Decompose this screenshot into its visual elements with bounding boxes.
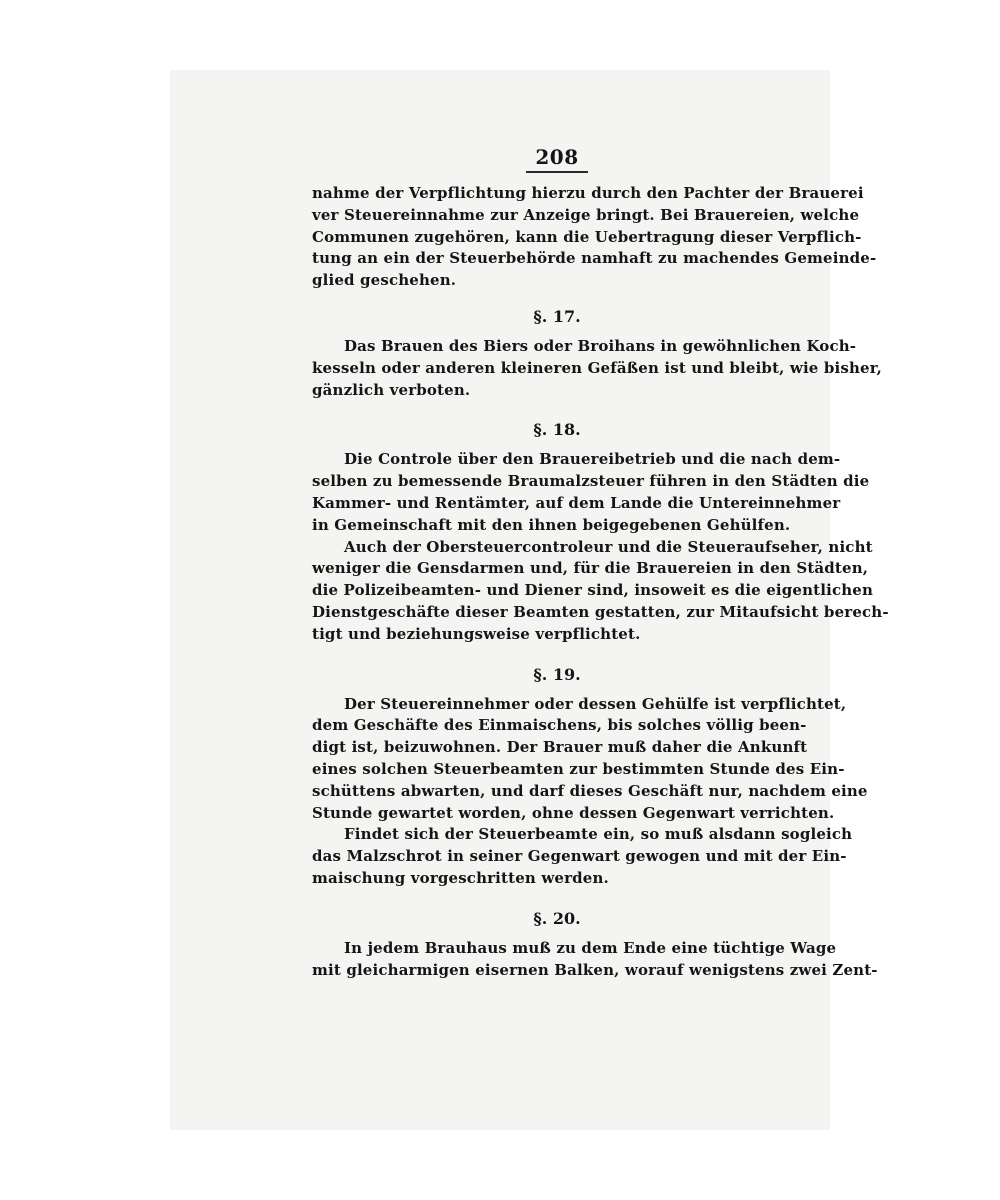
text-line: maischung vorgeschritten werden. — [312, 868, 609, 887]
section-paragraph — [312, 938, 878, 982]
text-line: In jedem Brauhaus muß zu dem Ende eine tüchtige Wage — [344, 938, 837, 957]
text-line: glied geschehen. — [312, 271, 457, 290]
text-line: das Malzschrot in seiner Gegenwart gewogen und mit der Ein- — [312, 847, 847, 866]
text-line: weniger die Gensdarmen und, für die Brauereien in den Städten, — [312, 559, 869, 578]
text-line: Auch der Obersteuercontroleur und die Steueraufseher, nicht — [344, 537, 873, 556]
section-heading: §. 17. — [533, 306, 581, 326]
text-line: tigt und beziehungsweise verpflichtet. — [312, 624, 641, 643]
text-line: in Gemeinschaft mit den ihnen beigegebenen Gehülfen. — [312, 515, 791, 534]
text-line: selben zu bemessende Braumalzsteuer führen in den Städten die — [312, 472, 870, 491]
section-paragraph — [312, 537, 889, 646]
section-heading: §. 20. — [533, 908, 581, 928]
page-number: 208 — [535, 145, 579, 169]
text-line: Kammer- und Rentämter, auf dem Lande die Untereinnehmer — [312, 493, 841, 512]
text-line: nahme der Verpflichtung hierzu durch den Pachter der Brauerei — [312, 184, 864, 202]
section-heading: §. 19. — [533, 664, 581, 684]
text-line: kesseln oder anderen kleineren Gefäßen ist und bleibt, wie bisher, — [312, 358, 883, 377]
section-paragraph — [312, 336, 883, 401]
page-number-rule — [526, 171, 588, 173]
text-line: dem Geschäfte des Einmaischens, bis solches völlig been- — [312, 716, 807, 735]
text-line: Communen zugehören, kann die Uebertragung dieser Verpflich- — [312, 227, 862, 246]
text-line: ver Steuereinnahme zur Anzeige bringt. Bei Brauereien, welche — [312, 205, 860, 224]
text-line: gänzlich verboten. — [312, 380, 471, 399]
section-paragraph — [312, 449, 870, 536]
text-line: Dienstgeschäfte dieser Beamten gestatten, zur Mitaufsicht berech- — [312, 602, 889, 621]
text-line: eines solchen Steuerbeamten zur bestimmten Stunde des Ein- — [312, 759, 845, 778]
section-paragraph — [312, 694, 868, 825]
text-line: Die Controle über den Brauereibetrieb und die nach dem- — [344, 450, 841, 469]
text-line: Das Brauen des Biers oder Broihans in gewöhnlichen Koch- — [344, 336, 857, 355]
intro-paragraph — [312, 183, 877, 292]
text-line: Stunde gewartet worden, ohne dessen Gegenwart verrichten. — [312, 803, 835, 822]
page-content — [312, 145, 889, 981]
text-line: mit gleicharmigen eisernen Balken, worauf wenigstens zwei Zent- — [312, 960, 878, 979]
section-heading: §. 18. — [533, 420, 581, 440]
text-line: schüttens abwarten, und darf dieses Geschäft nur, nachdem eine — [312, 781, 868, 800]
section-paragraph — [312, 824, 853, 889]
text-line: Der Steuereinnehmer oder dessen Gehülfe ist verpflichtet, — [344, 694, 847, 713]
text-line: die Polizeibeamten- und Diener sind, insoweit es die eigentlichen — [312, 581, 874, 600]
text-line: digt ist, beizuwohnen. Der Brauer muß daher die Ankunft — [312, 738, 808, 757]
text-line: tung an ein der Steuerbehörde namhaft zu machendes Gemeinde- — [312, 249, 877, 268]
text-line: Findet sich der Steuerbeamte ein, so muß alsdann sogleich — [344, 825, 853, 844]
